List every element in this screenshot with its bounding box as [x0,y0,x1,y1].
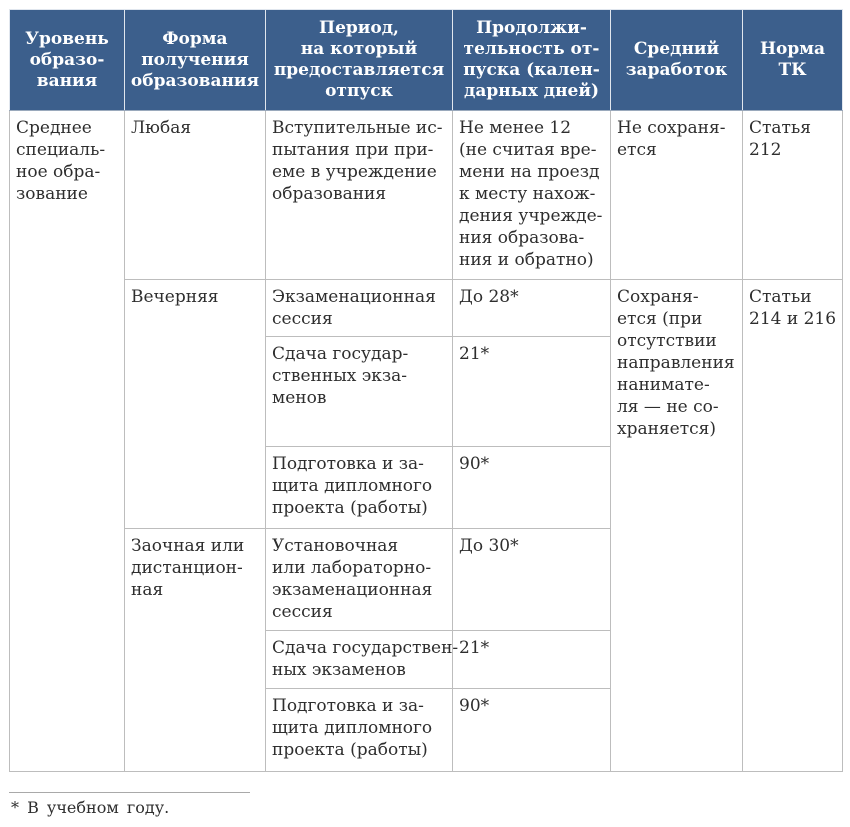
header-leave-duration [453,10,611,111]
text-line: образования [272,184,387,204]
header-average-salary [611,10,743,111]
period-cell [266,689,453,772]
duration-cell [453,529,611,631]
text-line: ния и обратно) [459,250,594,270]
text-line: дистанцион- [131,558,243,578]
text-line: Уровень [25,28,109,49]
header-education-form [125,10,266,111]
text-line: специаль- [16,140,106,160]
text-line: щита дипломного [272,718,433,738]
text-line: 21* [459,344,490,364]
footnote: * В учебном году. [11,798,170,817]
text-line: заработок [625,60,728,80]
text-line: 90* [459,696,490,716]
text-line: ное обра- [16,162,101,182]
period-cell [266,631,459,689]
text-line: дарных дней) [463,81,599,101]
text-line: Статья [749,118,811,138]
text-line: Установочная [272,536,399,556]
header-labor-code-norm [743,10,843,111]
text-line: щита дипломного [272,476,433,496]
text-line: Не сохраня- [617,118,726,138]
norm-cell [743,280,843,772]
header-row [10,10,843,111]
text-line: ТК [778,60,807,80]
salary-cell [611,280,743,772]
text-line: Сдача государствен- [272,638,459,658]
duration-cell [453,631,611,689]
header-education-level [10,10,125,111]
norm-cell [743,111,843,280]
text-line: экзаменационная [272,580,433,600]
text-line: 214 и 216 [749,309,837,329]
text-line: Среднее [16,118,92,138]
period-cell [266,280,453,337]
text-line: Сохраня- [617,287,699,307]
text-line: (не считая вре- [459,140,597,160]
text-line: на который [300,39,418,59]
text-line: к месту нахож- [459,184,596,204]
text-line: Экзаменационная [272,287,436,307]
text-line: дения учрежде- [459,206,603,226]
text-line: нанимате- [617,375,710,395]
header-leave-period [266,10,453,111]
duration-cell [453,689,611,772]
text-line: или лабораторно- [272,558,432,578]
form-cell-evening [125,280,266,529]
period-cell [266,447,453,529]
text-line: проекта (работы) [272,740,428,760]
text-line: храняется) [617,419,717,439]
duration-cell [453,280,611,337]
text-line: сессия [272,309,333,329]
period-cell [266,529,453,631]
text-line: До 30* [459,536,519,556]
text-line: ется [617,140,657,160]
text-line: еме в учреждение [272,162,437,182]
text-line: сессия [272,602,333,622]
text-line: Подготовка и за- [272,454,424,474]
text-line: ственных экза- [272,366,408,386]
text-line: пуска (кален- [463,60,600,80]
text-line: получения [141,49,249,70]
text-line: Норма [759,39,826,59]
text-line: тельность от- [463,39,600,59]
duration-cell [453,337,611,447]
text-line: образования [130,70,260,91]
table-row [10,111,843,280]
text-line: ля — не со- [617,397,719,417]
text-line: Средний [633,39,720,59]
text-line: ная [131,580,164,600]
education-level-cell [10,111,125,772]
period-cell [266,111,453,280]
text-line: Любая [131,118,192,138]
text-line: проекта (работы) [272,498,428,518]
duration-cell [453,447,611,529]
text-line: вания [36,70,98,91]
form-cell-any [125,111,266,280]
text-line: Период, [319,18,399,38]
text-line: Вечерняя [131,287,219,307]
text-line: отпуск [325,81,393,101]
text-line: предоставляется [273,60,445,80]
text-line: направления [617,353,735,373]
period-cell [266,337,453,447]
text-line: Вступительные ис- [272,118,443,138]
text-line: отсутствии [617,331,717,351]
text-line: ния образова- [459,228,585,248]
text-line: Заочная или [131,536,245,556]
text-line: Форма [162,28,228,49]
leave-table [9,9,843,772]
text-line: 212 [749,140,782,160]
text-line: мени на проезд [459,162,600,182]
text-line: До 28* [459,287,519,307]
text-line: 21* [459,638,490,658]
text-line: менов [272,388,327,408]
text-line: Статьи [749,287,812,307]
text-line: Подготовка и за- [272,696,424,716]
text-line: Не менее 12 [459,118,572,138]
duration-cell [453,111,611,280]
text-line: пытания при при- [272,140,434,160]
table-row [10,280,843,337]
form-cell-correspondence [125,529,266,772]
text-line: Сдача государ- [272,344,409,364]
text-line: 90* [459,454,490,474]
text-line: ется (при [617,309,703,329]
text-line: зование [16,184,88,204]
text-line: ных экзаменов [272,660,406,680]
footnote-divider [9,792,250,793]
salary-cell [611,111,743,280]
text-line: Продолжи- [476,18,587,38]
text-line: образо- [29,49,105,70]
